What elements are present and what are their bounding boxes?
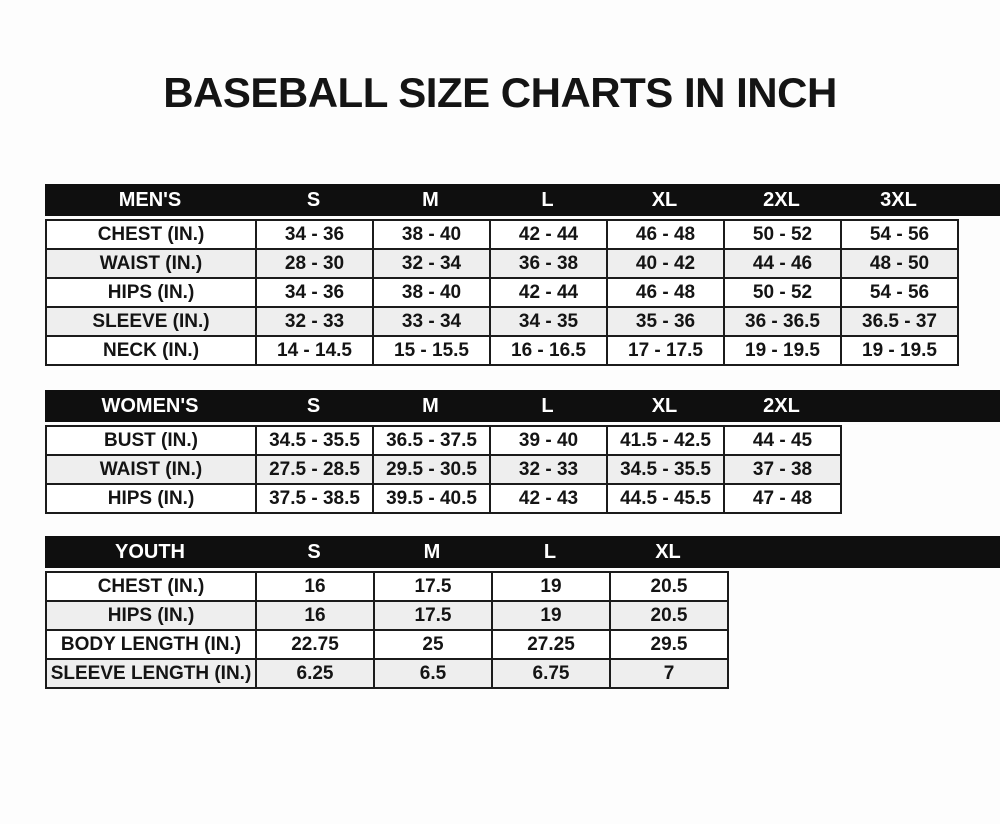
measurement-label: NECK (IN.) — [46, 336, 256, 365]
size-column-header: S — [307, 540, 321, 563]
measurement-label: SLEEVE LENGTH (IN.) — [46, 659, 256, 688]
measurement-label: BODY LENGTH (IN.) — [46, 630, 256, 659]
youth-size-table — [45, 536, 1000, 689]
size-value: 29.5 - 30.5 — [373, 455, 490, 484]
size-value: 38 - 40 — [373, 278, 490, 307]
size-column-header: XL — [655, 540, 681, 563]
measurement-label: SLEEVE (IN.) — [46, 307, 256, 336]
size-column-header: S — [306, 188, 321, 211]
size-value: 27.5 - 28.5 — [256, 455, 373, 484]
size-column-header: L — [541, 188, 554, 211]
size-value: 20.5 — [610, 572, 728, 601]
measurement-label: WAIST (IN.) — [46, 249, 256, 278]
size-column-header: 2XL — [763, 188, 800, 211]
measurement-label: CHEST (IN.) — [46, 220, 256, 249]
size-value: 33 - 34 — [373, 307, 490, 336]
youth-table-body — [45, 571, 729, 689]
size-value: 36.5 - 37.5 — [373, 426, 490, 455]
measurement-label: WAIST (IN.) — [46, 455, 256, 484]
size-value: 36 - 36.5 — [724, 307, 841, 336]
size-value: 34 - 36 — [256, 220, 373, 249]
size-value: 19 - 19.5 — [724, 336, 841, 365]
size-value: 29.5 — [610, 630, 728, 659]
size-value: 25 — [374, 630, 492, 659]
measurement-label: BUST (IN.) — [46, 426, 256, 455]
table-row — [46, 307, 958, 336]
measurement-label: HIPS (IN.) — [46, 484, 256, 513]
size-chart-page — [0, 69, 1000, 689]
table-row — [46, 249, 958, 278]
size-value: 7 — [610, 659, 728, 688]
size-column-header: M — [423, 540, 441, 563]
mens-table-head — [45, 184, 1000, 216]
size-column-header: XL — [651, 394, 678, 417]
size-value: 48 - 50 — [841, 249, 958, 278]
size-value: 39.5 - 40.5 — [373, 484, 490, 513]
size-value: 36 - 38 — [490, 249, 607, 278]
measurement-label: HIPS (IN.) — [46, 601, 256, 630]
size-value: 16 — [256, 572, 374, 601]
size-value: 16 - 16.5 — [490, 336, 607, 365]
size-value: 46 - 48 — [607, 220, 724, 249]
womens-table-body — [45, 425, 842, 514]
size-value: 39 - 40 — [490, 426, 607, 455]
size-value: 54 - 56 — [841, 278, 958, 307]
size-column-header: 3XL — [880, 188, 917, 211]
mens-table-body — [45, 219, 959, 366]
size-value: 34.5 - 35.5 — [256, 426, 373, 455]
size-value: 41.5 - 42.5 — [607, 426, 724, 455]
size-value: 15 - 15.5 — [373, 336, 490, 365]
page-title: BASEBALL SIZE CHARTS IN INCH — [163, 69, 837, 116]
size-value: 42 - 44 — [490, 278, 607, 307]
size-value: 19 — [492, 601, 610, 630]
size-value: 19 — [492, 572, 610, 601]
youth-table-head — [45, 536, 1000, 568]
size-value: 36.5 - 37 — [841, 307, 958, 336]
table-row — [46, 484, 841, 513]
size-column-header: L — [541, 394, 554, 417]
table-row — [46, 336, 958, 365]
table-row — [46, 659, 728, 688]
size-value: 20.5 — [610, 601, 728, 630]
size-value: 32 - 34 — [373, 249, 490, 278]
size-value: 6.75 — [492, 659, 610, 688]
size-value: 19 - 19.5 — [841, 336, 958, 365]
size-value: 32 - 33 — [256, 307, 373, 336]
size-value: 32 - 33 — [490, 455, 607, 484]
size-value: 44.5 - 45.5 — [607, 484, 724, 513]
measurement-label: HIPS (IN.) — [46, 278, 256, 307]
size-value: 34 - 36 — [256, 278, 373, 307]
size-value: 40 - 42 — [607, 249, 724, 278]
size-column-header: XL — [651, 188, 678, 211]
size-column-header: M — [422, 394, 439, 417]
mens-size-table — [45, 184, 1000, 366]
size-value: 34 - 35 — [490, 307, 607, 336]
table-row — [46, 220, 958, 249]
size-column-header: S — [306, 394, 321, 417]
size-value: 14 - 14.5 — [256, 336, 373, 365]
section-title-womens: WOMEN'S — [101, 394, 199, 417]
size-column-header: L — [543, 540, 557, 563]
size-value: 50 - 52 — [724, 278, 841, 307]
size-value: 42 - 44 — [490, 220, 607, 249]
size-value: 42 - 43 — [490, 484, 607, 513]
table-row — [46, 455, 841, 484]
size-value: 35 - 36 — [607, 307, 724, 336]
table-row — [46, 572, 728, 601]
size-value: 44 - 45 — [724, 426, 841, 455]
size-column-header: 2XL — [763, 394, 800, 417]
size-value: 17 - 17.5 — [607, 336, 724, 365]
size-value: 37 - 38 — [724, 455, 841, 484]
womens-size-table — [45, 390, 1000, 514]
size-value: 44 - 46 — [724, 249, 841, 278]
size-value: 46 - 48 — [607, 278, 724, 307]
size-value: 6.25 — [256, 659, 374, 688]
size-value: 17.5 — [374, 601, 492, 630]
section-title-youth: YOUTH — [115, 540, 185, 563]
size-value: 54 - 56 — [841, 220, 958, 249]
table-row — [46, 278, 958, 307]
size-value: 38 - 40 — [373, 220, 490, 249]
size-value: 34.5 - 35.5 — [607, 455, 724, 484]
section-title-mens: MEN'S — [118, 188, 182, 211]
table-row — [46, 630, 728, 659]
size-value: 50 - 52 — [724, 220, 841, 249]
size-value: 47 - 48 — [724, 484, 841, 513]
size-value: 16 — [256, 601, 374, 630]
size-value: 17.5 — [374, 572, 492, 601]
size-value: 6.5 — [374, 659, 492, 688]
size-column-header: M — [422, 188, 439, 211]
size-value: 28 - 30 — [256, 249, 373, 278]
size-value: 37.5 - 38.5 — [256, 484, 373, 513]
size-value: 27.25 — [492, 630, 610, 659]
size-value: 22.75 — [256, 630, 374, 659]
table-row — [46, 601, 728, 630]
table-row — [46, 426, 841, 455]
womens-table-head — [45, 390, 1000, 422]
measurement-label: CHEST (IN.) — [46, 572, 256, 601]
